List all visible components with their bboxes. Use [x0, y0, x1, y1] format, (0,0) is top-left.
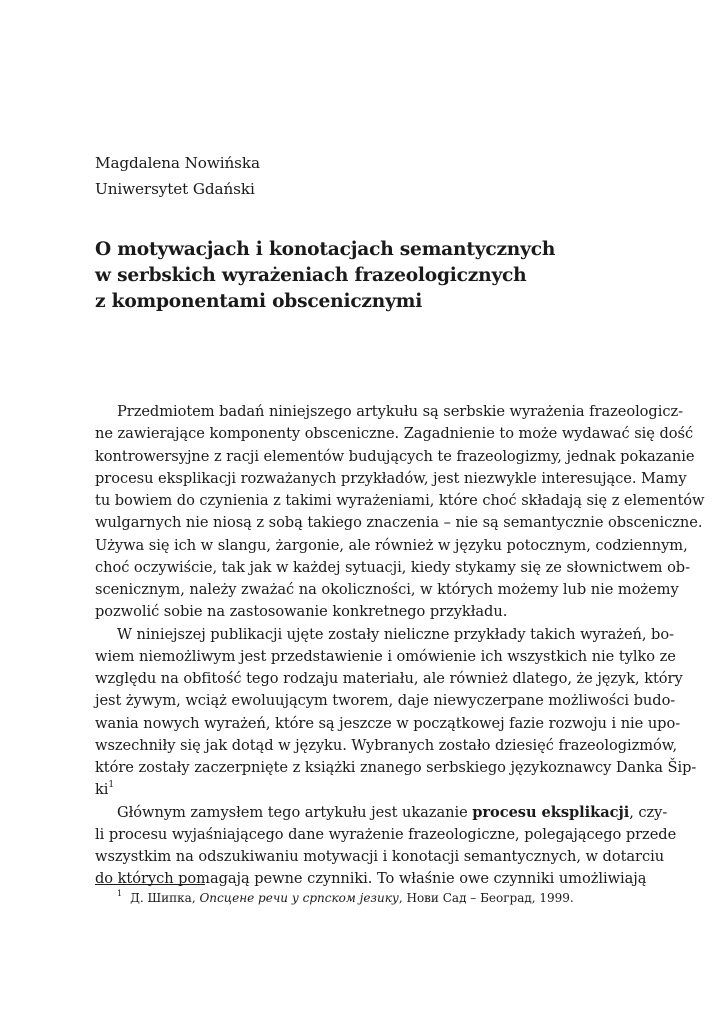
- article-title: [95, 237, 655, 315]
- title-line: z komponentami obscenicznymi: [95, 291, 423, 312]
- body-line: [95, 779, 631, 801]
- body-line: tu bowiem do czynienia z takimi wyrażeniami, które choć składają się z elementów: [95, 492, 705, 509]
- body-line: wszechniły się jak dotąd w języku. Wybranych zostało dziesięć frazeologizmów,: [95, 736, 678, 754]
- footnote-book-title: Опсцене речи у српском језику: [199, 891, 399, 905]
- article-body: [95, 401, 705, 891]
- footnote-divider: [95, 884, 205, 885]
- body-line: kontrowersyjne z racji elementów budujących te frazeologizmy, jednak pokazanie: [95, 447, 695, 465]
- body-text: Głównym zamysłem tego artykułu jest ukazanie: [117, 803, 473, 821]
- body-line: choć oczywiście, tak jak w każdej sytuacji, kiedy stykamy się ze słownictwem ob-: [95, 558, 690, 576]
- body-text: , czy-: [629, 803, 668, 821]
- body-line: wulgarnych nie niosą z sobą takiego znaczenia – nie są semantycznie obsceniczne.: [95, 514, 703, 532]
- body-line: Przedmiotem badań niniejszego artykułu są serbskie wyrażenia frazeologicz-: [117, 403, 683, 420]
- body-line: Używa się ich w slangu, żargonie, ale również w języku potocznym, codziennym,: [95, 536, 688, 554]
- body-line: wiem niemożliwym jest przedstawienie i omówienie ich wszystkich nie tylko ze: [95, 647, 676, 665]
- bold-term: procesu eksplikacji: [472, 803, 630, 821]
- body-line: wszystkim na odszukiwaniu motywacji i konotacji semantycznych, w dotarciu: [95, 848, 665, 865]
- footnote-mark: 1: [117, 889, 123, 898]
- body-line: li procesu wyjaśniającego dane wyrażenie frazeologiczne, polegającego przede: [95, 825, 677, 843]
- author-affiliation: Uniwersytet Gdański: [95, 180, 255, 198]
- body-line: pozwolić sobie na zastosowanie konkretnego przykładu.: [95, 603, 508, 621]
- footnote: [117, 891, 574, 905]
- footnote-publication: , Нови Сад – Београд, 1999.: [398, 891, 574, 905]
- body-line: ne zawierające komponenty obsceniczne. Zagadnienie to może wydawać się dość: [95, 425, 694, 443]
- body-line: [95, 802, 668, 824]
- body-line: do których pomagają pewne czynniki. To właśnie owe czynniki umożliwiają: [95, 870, 647, 888]
- body-line: jest żywym, wciąż ewoluującym tworem, daje niewyczerpane możliwości budo-: [95, 692, 676, 710]
- footnote-reference[interactable]: 1: [108, 780, 115, 791]
- title-line: O motywacjach i konotacjach semantycznych: [95, 239, 556, 260]
- author-name: Magdalena Nowińska: [95, 154, 260, 172]
- body-text: ki: [95, 781, 109, 799]
- body-line: procesu eksplikacji rozważanych przykładów, jest niezwykle interesujące. Mamy: [95, 469, 687, 487]
- body-line: względu na obfitość tego rodzaju materiału, ale również dlatego, że język, który: [95, 670, 683, 687]
- body-line: W niniejszej publikacji ujęte zostały nieliczne przykłady takich wyrażeń, bo-: [117, 625, 674, 643]
- footnote-author: Д. Шипка,: [130, 891, 200, 905]
- title-line: w serbskich wyrażeniach frazeologicznych: [95, 265, 527, 286]
- body-line: które zostały zaczerpnięte z książki znanego serbskiego językoznawcy Danka Šip-: [95, 759, 697, 776]
- body-line: wania nowych wyrażeń, które są jeszcze w początkowej fazie rozwoju i nie upo-: [95, 714, 681, 732]
- body-line: scenicznym, należy zważać na okoliczności, w których możemy lub nie możemy: [95, 581, 679, 598]
